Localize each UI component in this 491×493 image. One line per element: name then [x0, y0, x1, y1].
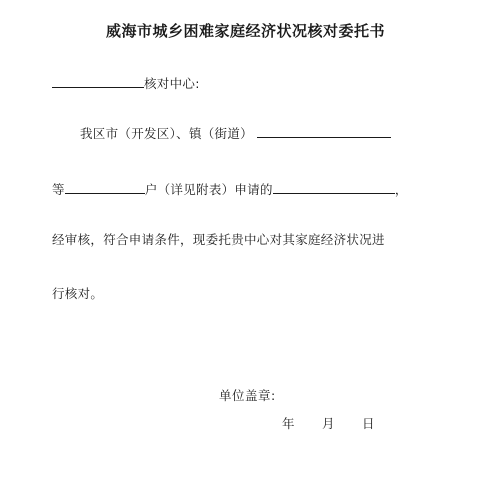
district-text: 我区市（开发区）、镇（街道）: [80, 126, 253, 141]
date-month-label: 月: [322, 416, 335, 431]
district-blank[interactable]: [257, 124, 391, 138]
addressee-line: [52, 74, 200, 92]
document-title: 威海市城乡困难家庭经济状况核对委托书: [105, 22, 385, 40]
paragraph-2: [52, 180, 408, 198]
households-suffix: ，: [394, 182, 408, 197]
addressee-suffix: 核对中心:: [144, 76, 200, 91]
date-day-label: 日: [362, 416, 375, 431]
paragraph-4: 行核对。: [52, 286, 104, 301]
application-type-blank[interactable]: [273, 180, 395, 194]
households-middle: 户（详见附表）申请的: [144, 182, 273, 197]
seal-label: 单位盖章:: [219, 388, 276, 403]
addressee-blank[interactable]: [52, 74, 144, 88]
date-year-label: 年: [282, 416, 295, 431]
households-prefix: 等: [52, 182, 65, 197]
paragraph-1: [80, 124, 391, 142]
households-count-blank[interactable]: [65, 180, 145, 194]
paragraph-3: 经审核，符合申请条件，现委托贵中心对其家庭经济状况进: [52, 232, 385, 247]
